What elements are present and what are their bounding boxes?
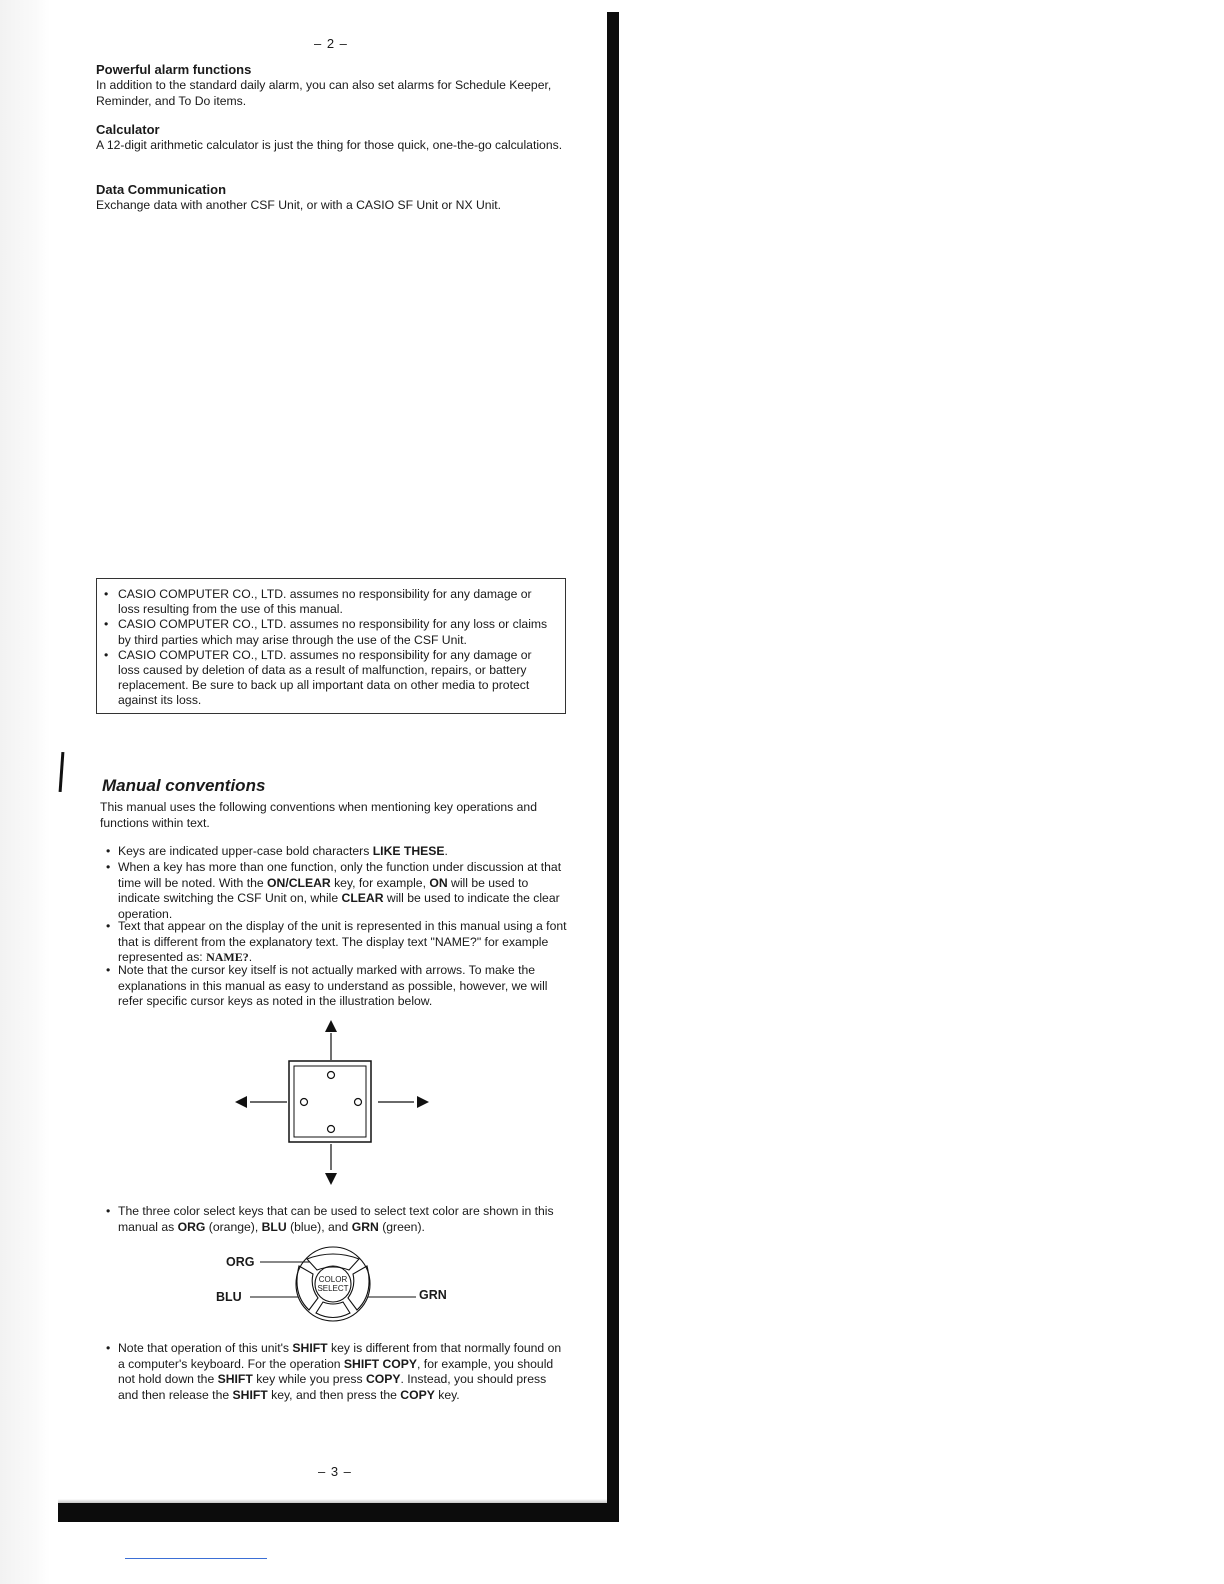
text: (blue), and xyxy=(286,1219,352,1234)
text: key is different from that normally found on a computer's keyboard. For the operation xyxy=(118,1341,562,1371)
color-select-line2: SELECT xyxy=(317,1284,349,1293)
key-shift: SHIFT xyxy=(217,1372,253,1386)
text: . xyxy=(444,844,448,858)
key-shift: SHIFT xyxy=(292,1341,328,1355)
key-example: LIKE THESE xyxy=(372,844,445,858)
text: (green). xyxy=(378,1219,425,1234)
text: key while you press xyxy=(252,1372,366,1386)
text: key, and then press the xyxy=(267,1387,401,1402)
text: . xyxy=(248,950,253,964)
color-key-org-shape xyxy=(307,1254,359,1270)
color-select-line1: COLOR xyxy=(318,1275,348,1284)
text: (orange), xyxy=(205,1219,262,1234)
text: key. xyxy=(434,1387,460,1402)
text: Note that operation of this unit's xyxy=(118,1341,293,1355)
label-blu: BLU xyxy=(216,1290,242,1304)
label-org: ORG xyxy=(226,1255,255,1269)
disclaimer-item: • CASIO COMPUTER CO., LTD. assumes no responsibility for any damage or loss resulting from the use of this manual. xyxy=(117,587,555,617)
key-copy: COPY xyxy=(365,1372,401,1386)
text: will be used to indicate the clear operation. xyxy=(118,891,560,921)
convention-bullet-shift xyxy=(118,1341,568,1403)
key-blu: BLU xyxy=(261,1219,287,1234)
section-body: In addition to the standard daily alarm, you can also set alarms for Schedule Keeper, Reminder, and To Do items. xyxy=(96,78,552,108)
key-shift-copy: SHIFT COPY xyxy=(343,1356,418,1371)
conventions-intro: This manual uses the following conventions when mentioning key operations and functions within text. xyxy=(100,800,537,830)
key-grn: GRN xyxy=(351,1219,379,1234)
section-title: Calculator xyxy=(96,122,160,137)
label-grn: GRN xyxy=(419,1288,447,1302)
text: The three color select keys that can be used to select text color are shown in this manual as xyxy=(118,1204,554,1234)
page-number-top: – 2 – xyxy=(314,36,348,51)
key-on-clear: ON/CLEAR xyxy=(267,875,331,890)
conventions-title: Manual conventions xyxy=(102,776,266,795)
text: When a key has more than one function, only the function under discussion at that time will be noted. With the xyxy=(118,860,562,890)
text: . Instead, you should press and then release the xyxy=(118,1372,547,1402)
color-key-bottom-shape xyxy=(316,1302,350,1318)
key-clear: CLEAR xyxy=(341,891,384,905)
key-on: ON xyxy=(429,875,448,890)
section-body: Exchange data with another CSF Unit, or with a CASIO SF Unit or NX Unit. xyxy=(96,198,502,212)
text: Text that appear on the display of the unit is represented in this manual using a font that is different from the explanatory text. The display text "NAME?" for example represented as: xyxy=(118,919,567,964)
text: Keys are indicated upper-case bold characters xyxy=(118,844,373,858)
color-select-label xyxy=(313,1275,353,1293)
display-text-example: NAME? xyxy=(206,950,249,964)
section-title: Powerful alarm functions xyxy=(96,62,252,77)
key-org: ORG xyxy=(177,1219,206,1234)
page-number-bottom: – 3 – xyxy=(318,1464,352,1479)
section-title: Data Communication xyxy=(96,182,227,197)
key-shift: SHIFT xyxy=(232,1387,268,1402)
disclaimer-item: • CASIO COMPUTER CO., LTD. assumes no responsibility for any damage or loss caused by deletion of data as a result of malfunction, repairs, or battery replacement. Be sure to back up all important data on other media to protect against its loss. xyxy=(117,648,555,709)
text: will be used to indicate switching the CSF Unit on, while xyxy=(118,875,529,905)
text: , for example, you should not hold down the xyxy=(118,1356,554,1386)
disclaimer-item: • CASIO COMPUTER CO., LTD. assumes no responsibility for any loss or claims by third parties which may arise through the use of the CSF Unit. xyxy=(117,617,555,647)
section-body: A 12-digit arithmetic calculator is just the thing for those quick, one-the-go calculations. xyxy=(96,138,563,152)
convention-bullet-cursor: • Note that the cursor key itself is not actually marked with arrows. To make the explanations in this manual as easy to understand as possible, however, we will refer specific cursor keys as noted in the illustration below. xyxy=(118,963,568,1010)
text: key, for example, xyxy=(330,875,430,890)
key-copy: COPY xyxy=(400,1387,435,1402)
